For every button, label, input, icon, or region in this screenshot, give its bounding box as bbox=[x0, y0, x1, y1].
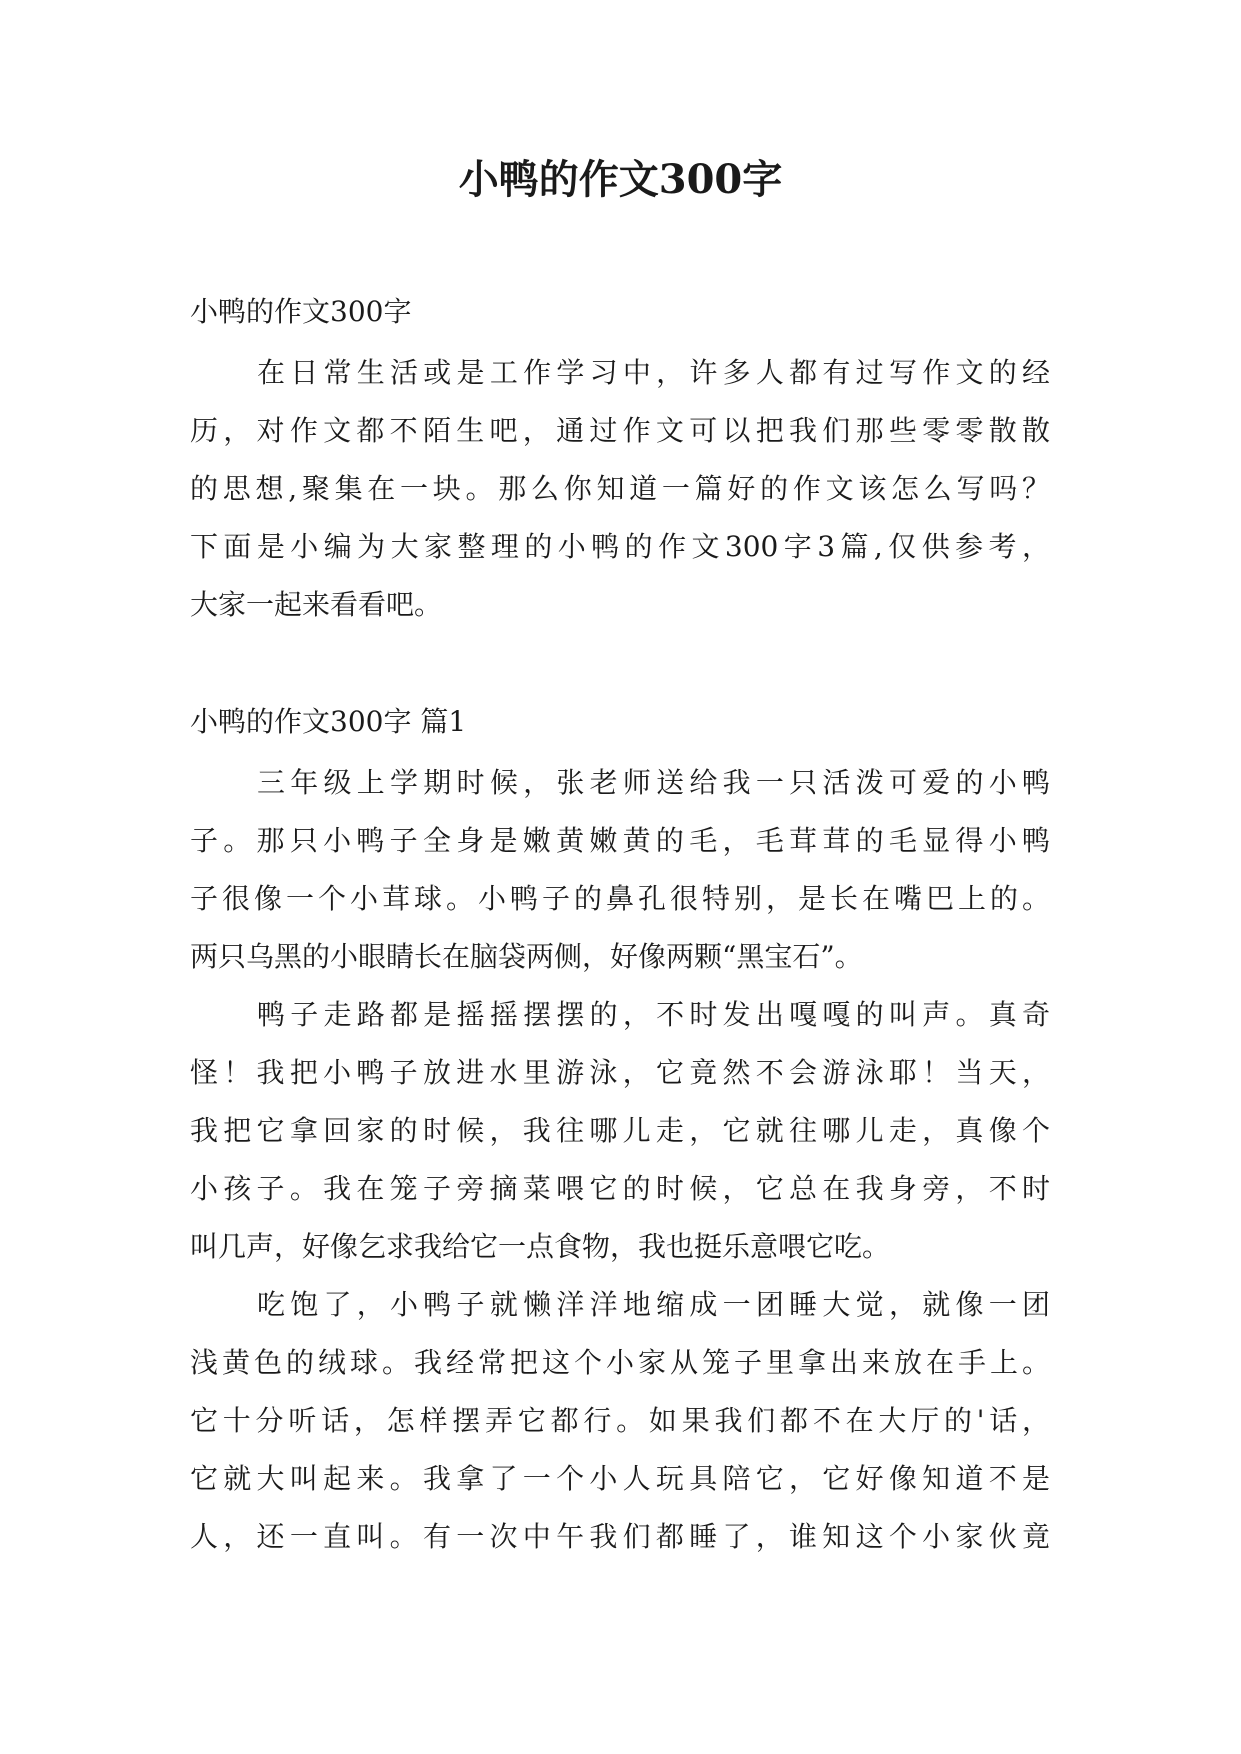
intro-paragraph bbox=[190, 344, 1050, 634]
intro-line: 下面是小编为大家整理的小鸭的作文300字3篇,仅供参考， bbox=[190, 530, 1050, 563]
intro-line: 在日常生活或是工作学习中，许多人都有过写作文的经 bbox=[257, 356, 1050, 389]
paragraph-line: 两只乌黑的小眼睛长在脑袋两侧，好像两颗“黑宝石”。 bbox=[190, 940, 863, 973]
paragraph-line: 吃饱了，小鸭子就懒洋洋地缩成一团睡大觉，就像一团 bbox=[257, 1288, 1050, 1321]
paragraph-line: 它十分听话，怎样摆弄它都行。如果我们都不在大厅的'话， bbox=[190, 1404, 1050, 1437]
paragraph-line: 小孩子。我在笼子旁摘菜喂它的时候，它总在我身旁，不时 bbox=[190, 1172, 1050, 1205]
document-title: 小鸭的作文300字 bbox=[458, 156, 783, 203]
paragraph-line: 叫几声，好像乞求我给它一点食物，我也挺乐意喂它吃。 bbox=[190, 1230, 891, 1263]
part1-paragraph-3 bbox=[190, 1276, 1050, 1566]
intro-line: 的思想,聚集在一块。那么你知道一篇好的作文该怎么写吗？ bbox=[190, 472, 1050, 505]
paragraph-line: 三年级上学期时候，张老师送给我一只活泼可爱的小鸭 bbox=[257, 766, 1050, 799]
paragraph-line: 浅黄色的绒球。我经常把这个小家从笼子里拿出来放在手上。 bbox=[190, 1346, 1050, 1379]
intro-line: 大家一起来看看吧。 bbox=[190, 588, 443, 621]
intro-heading: 小鸭的作文300字 bbox=[190, 295, 412, 328]
paragraph-line: 怪！我把小鸭子放进水里游泳，它竟然不会游泳耶！当天， bbox=[190, 1056, 1050, 1089]
paragraph-line: 我把它拿回家的时候，我往哪儿走，它就往哪儿走，真像个 bbox=[190, 1114, 1050, 1147]
paragraph-line: 它就大叫起来。我拿了一个小人玩具陪它，它好像知道不是 bbox=[190, 1462, 1050, 1495]
part1-heading: 小鸭的作文300字 篇1 bbox=[190, 705, 467, 738]
paragraph-line: 子很像一个小茸球。小鸭子的鼻孔很特别，是长在嘴巴上的。 bbox=[190, 882, 1050, 915]
paragraph-line: 鸭子走路都是摇摇摆摆的，不时发出嘎嘎的叫声。真奇 bbox=[257, 998, 1050, 1031]
part1-paragraph-2 bbox=[190, 986, 1050, 1276]
part1-paragraph-1 bbox=[190, 754, 1050, 986]
paragraph-line: 人，还一直叫。有一次中午我们都睡了，谁知这个小家伙竟 bbox=[190, 1520, 1050, 1553]
intro-line: 历，对作文都不陌生吧，通过作文可以把我们那些零零散散 bbox=[190, 414, 1050, 447]
paragraph-line: 子。那只小鸭子全身是嫩黄嫩黄的毛，毛茸茸的毛显得小鸭 bbox=[190, 824, 1050, 857]
